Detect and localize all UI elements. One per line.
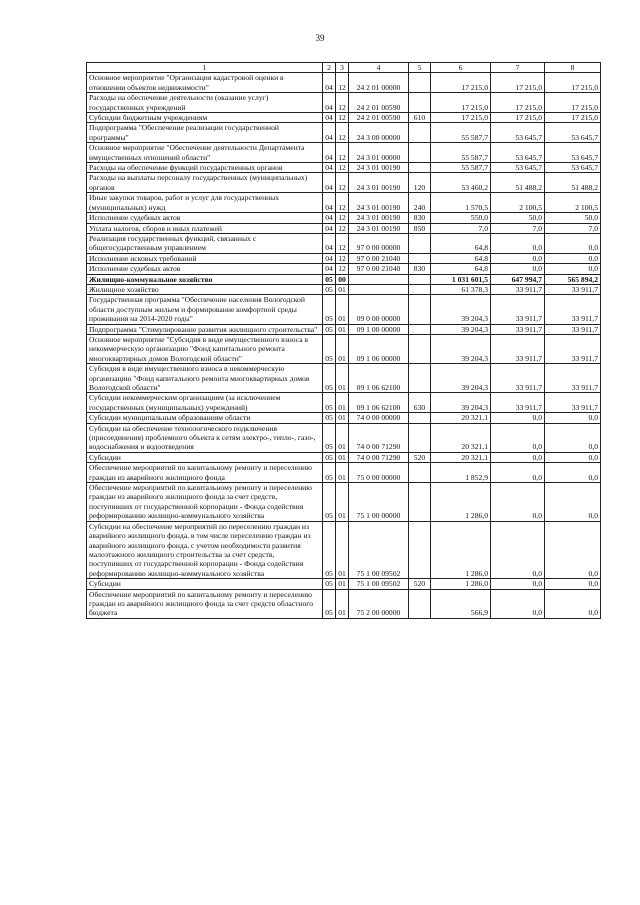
- section-code: 04: [323, 163, 336, 173]
- target-article-code: 74 0 00 71290: [349, 423, 409, 452]
- table-row: [87, 233, 601, 253]
- row-description: Субсидии: [87, 452, 323, 462]
- subsection-code: 12: [336, 233, 349, 253]
- amount-col-8: 0,0: [545, 579, 601, 589]
- amount-col-8: 53 645,7: [545, 143, 601, 163]
- header-cell: 6: [431, 63, 491, 73]
- expense-type-code: [409, 233, 431, 253]
- row-description: Субсидии муниципальным образованиям области: [87, 413, 323, 423]
- row-description: Субсидии: [87, 579, 323, 589]
- expense-type-code: [409, 295, 431, 324]
- expense-type-code: [409, 364, 431, 393]
- amount-col-7: 53 645,7: [491, 143, 545, 163]
- amount-col-8: 17 215,0: [545, 73, 601, 93]
- row-description: Расходы на обеспечение функций государственных органов: [87, 163, 323, 173]
- table-row: [87, 413, 601, 423]
- header-cell: 3: [336, 63, 349, 73]
- amount-col-6: 17 215,0: [431, 113, 491, 123]
- amount-col-7: 647 994,7: [491, 274, 545, 284]
- subsection-code: 12: [336, 193, 349, 213]
- expense-type-code: [409, 483, 431, 522]
- amount-col-7: 17 215,0: [491, 113, 545, 123]
- amount-col-8: 33 911,7: [545, 393, 601, 413]
- amount-col-6: 64,8: [431, 253, 491, 263]
- amount-col-7: 33 911,7: [491, 334, 545, 363]
- table-row: [87, 143, 601, 163]
- section-code: 05: [323, 284, 336, 294]
- subsection-code: 01: [336, 589, 349, 618]
- subsection-code: 01: [336, 334, 349, 363]
- section-code: 05: [323, 274, 336, 284]
- expense-type-code: [409, 521, 431, 578]
- subsection-code: 01: [336, 284, 349, 294]
- amount-col-6: 17 215,0: [431, 93, 491, 113]
- target-article-code: 24 2 01 00000: [349, 73, 409, 93]
- amount-col-8: 565 894,2: [545, 274, 601, 284]
- amount-col-6: 1 286,0: [431, 579, 491, 589]
- subsection-code: 01: [336, 413, 349, 423]
- row-description: Расходы на обеспечение деятельности (оказание услуг) государственных учреждений: [87, 93, 323, 113]
- subsection-code: 12: [336, 173, 349, 193]
- table-row: [87, 253, 601, 263]
- table-row: [87, 264, 601, 274]
- target-article-code: 97 0 00 21040: [349, 253, 409, 263]
- amount-col-7: 0,0: [491, 253, 545, 263]
- amount-col-8: 50,0: [545, 213, 601, 223]
- expense-type-code: [409, 334, 431, 363]
- amount-col-7: 33 911,7: [491, 324, 545, 334]
- target-article-code: 75 0 00 00000: [349, 463, 409, 483]
- amount-col-6: 17 215,0: [431, 73, 491, 93]
- table-row: [87, 123, 601, 143]
- amount-col-7: 0,0: [491, 423, 545, 452]
- subsection-code: 01: [336, 579, 349, 589]
- expense-type-code: [409, 324, 431, 334]
- table-row: [87, 521, 601, 578]
- amount-col-7: 0,0: [491, 589, 545, 618]
- expense-type-code: [409, 284, 431, 294]
- subsection-code: 01: [336, 324, 349, 334]
- table-row: [87, 579, 601, 589]
- amount-col-6: 53 460,2: [431, 173, 491, 193]
- target-article-code: 09 1 06 62100: [349, 364, 409, 393]
- target-article-code: 24 2 01 00590: [349, 93, 409, 113]
- amount-col-6: 64,8: [431, 233, 491, 253]
- section-code: 04: [323, 93, 336, 113]
- expense-type-code: 850: [409, 223, 431, 233]
- subsection-code: 01: [336, 295, 349, 324]
- amount-col-8: 33 911,7: [545, 324, 601, 334]
- amount-col-7: 2 100,5: [491, 193, 545, 213]
- table-row: [87, 334, 601, 363]
- table-row: [87, 163, 601, 173]
- row-description: Расходы на выплаты персоналу государственных (муниципальных) органов: [87, 173, 323, 193]
- section-code: 05: [323, 413, 336, 423]
- amount-col-8: 0,0: [545, 253, 601, 263]
- amount-col-6: 566,9: [431, 589, 491, 618]
- row-description: Обеспечение мероприятий по капитальному ремонту и переселению граждан из аварийного жилищного фонда за счет средств областного бюджета: [87, 589, 323, 618]
- amount-col-6: 1 031 601,5: [431, 274, 491, 284]
- row-description: Субсидии некоммерческим организациям (за исключением государственных (муниципальных) учреждений): [87, 393, 323, 413]
- amount-col-6: 39 204,3: [431, 324, 491, 334]
- amount-col-6: 61 378,3: [431, 284, 491, 294]
- subsection-code: 12: [336, 123, 349, 143]
- section-code: 05: [323, 364, 336, 393]
- page-number: 39: [315, 33, 325, 43]
- row-description: Подпрограмма "Обеспечение реализации государственной программы": [87, 123, 323, 143]
- header-cell: 8: [545, 63, 601, 73]
- amount-col-6: 550,0: [431, 213, 491, 223]
- row-description: Исполнение исковых требований: [87, 253, 323, 263]
- amount-col-7: 7,0: [491, 223, 545, 233]
- section-code: 04: [323, 264, 336, 274]
- table-row: [87, 463, 601, 483]
- expense-type-code: 240: [409, 193, 431, 213]
- row-description: Субсидии на обеспечение мероприятий по переселению граждан из аварийного жилищного фонда, в том числе переселению граждан из аварийного жилищного фонда, с учетом необходимости развития малоэтажного жилищного строительства за счет средств, поступивших от государственной корпорации - Фонда содействия реформированию жилищно-коммунального хозяйства: [87, 521, 323, 578]
- row-description: Иные закупки товаров, работ и услуг для государственных (муниципальных) нужд: [87, 193, 323, 213]
- target-article-code: 74 0 00 00000: [349, 413, 409, 423]
- expense-type-code: [409, 143, 431, 163]
- table-row: [87, 483, 601, 522]
- table-row: [87, 93, 601, 113]
- table-row: [87, 324, 601, 334]
- row-description: Обеспечение мероприятий по капитальному ремонту и переселению граждан из аварийного жилищного фонда: [87, 463, 323, 483]
- amount-col-8: 53 645,7: [545, 123, 601, 143]
- expense-type-code: [409, 163, 431, 173]
- subsection-code: 12: [336, 213, 349, 223]
- table-row: [87, 223, 601, 233]
- section-code: 05: [323, 521, 336, 578]
- row-description: Уплата налогов, сборов и иных платежей: [87, 223, 323, 233]
- expense-type-code: [409, 463, 431, 483]
- section-code: 05: [323, 483, 336, 522]
- table-row: [87, 284, 601, 294]
- subsection-code: 12: [336, 163, 349, 173]
- section-code: 04: [323, 73, 336, 93]
- amount-col-7: 0,0: [491, 483, 545, 522]
- amount-col-6: 55 587,7: [431, 143, 491, 163]
- amount-col-8: 17 215,0: [545, 113, 601, 123]
- row-description: Обеспечение мероприятий по капитальному ремонту и переселению граждан из аварийного жилищного фонда за счет средств, поступивших от государственной корпорации - Фонда содействия реформированию жилищно-коммунального хозяйства: [87, 483, 323, 522]
- section-code: 04: [323, 213, 336, 223]
- expense-type-code: 630: [409, 393, 431, 413]
- subsection-code: 01: [336, 521, 349, 578]
- section-code: 05: [323, 579, 336, 589]
- section-code: 04: [323, 193, 336, 213]
- amount-col-7: 53 645,7: [491, 123, 545, 143]
- amount-col-8: 2 100,5: [545, 193, 601, 213]
- subsection-code: 01: [336, 463, 349, 483]
- expense-type-code: [409, 73, 431, 93]
- amount-col-7: 33 911,7: [491, 284, 545, 294]
- target-article-code: 75 1 00 09502: [349, 521, 409, 578]
- amount-col-7: 0,0: [491, 452, 545, 462]
- amount-col-7: 0,0: [491, 521, 545, 578]
- target-article-code: 24 3 01 00190: [349, 223, 409, 233]
- amount-col-6: 20 321,1: [431, 423, 491, 452]
- table-body: [87, 73, 601, 618]
- row-description: Субсидии на обеспечение технологического подключения (присоединения) проблемного объекта к сетям электро-, тепло-, газо-, водоснабжения и водоотведения: [87, 423, 323, 452]
- section-code: 04: [323, 123, 336, 143]
- amount-col-7: 33 911,7: [491, 393, 545, 413]
- subsection-code: 01: [336, 423, 349, 452]
- table-row: [87, 274, 601, 284]
- expense-type-code: [409, 413, 431, 423]
- amount-col-8: 17 215,0: [545, 93, 601, 113]
- target-article-code: [349, 274, 409, 284]
- header-cell: 1: [87, 63, 323, 73]
- row-description: Исполнение судебных актов: [87, 213, 323, 223]
- section-code: 05: [323, 463, 336, 483]
- section-code: 05: [323, 423, 336, 452]
- amount-col-6: 39 204,3: [431, 364, 491, 393]
- table-row: [87, 213, 601, 223]
- target-article-code: 97 0 00 21040: [349, 264, 409, 274]
- amount-col-6: 55 587,7: [431, 123, 491, 143]
- target-article-code: 24 3 01 00000: [349, 143, 409, 163]
- subsection-code: 12: [336, 93, 349, 113]
- target-article-code: 74 0 00 71290: [349, 452, 409, 462]
- amount-col-6: 1 852,9: [431, 463, 491, 483]
- subsection-code: 01: [336, 364, 349, 393]
- table-row: [87, 364, 601, 393]
- amount-col-8: 51 488,2: [545, 173, 601, 193]
- amount-col-8: 33 911,7: [545, 364, 601, 393]
- table-row: [87, 73, 601, 93]
- amount-col-6: 64,8: [431, 264, 491, 274]
- target-article-code: 24 3 01 00190: [349, 213, 409, 223]
- amount-col-7: 17 215,0: [491, 93, 545, 113]
- amount-col-7: 0,0: [491, 264, 545, 274]
- target-article-code: 24 3 01 00190: [349, 193, 409, 213]
- amount-col-7: 0,0: [491, 463, 545, 483]
- amount-col-7: 0,0: [491, 579, 545, 589]
- amount-col-7: 0,0: [491, 413, 545, 423]
- amount-col-8: 53 645,7: [545, 163, 601, 173]
- row-description: Субсидия в виде имущественного взноса в некоммерческую организацию "Фонд капитального ремонта многоквартирных домов Вологодской области": [87, 364, 323, 393]
- row-description: Подпрограмма "Стимулирование развития жилищного строительства": [87, 324, 323, 334]
- target-article-code: 24 3 01 00190: [349, 173, 409, 193]
- expense-type-code: 520: [409, 452, 431, 462]
- subsection-code: 12: [336, 113, 349, 123]
- subsection-code: 12: [336, 143, 349, 163]
- header-cell: 4: [349, 63, 409, 73]
- budget-table: [86, 62, 601, 619]
- section-code: 05: [323, 295, 336, 324]
- amount-col-6: 39 204,3: [431, 295, 491, 324]
- section-code: 05: [323, 324, 336, 334]
- target-article-code: 09 1 00 00000: [349, 324, 409, 334]
- expense-type-code: 830: [409, 213, 431, 223]
- amount-col-7: 17 215,0: [491, 73, 545, 93]
- amount-col-6: 20 321,1: [431, 413, 491, 423]
- target-article-code: 24 3 01 00190: [349, 163, 409, 173]
- expense-type-code: 520: [409, 579, 431, 589]
- row-description: Основное мероприятие "Обеспечение деятельности Департамента имущественных отношений области": [87, 143, 323, 163]
- expense-type-code: [409, 253, 431, 263]
- amount-col-7: 50,0: [491, 213, 545, 223]
- section-code: 04: [323, 113, 336, 123]
- section-code: 05: [323, 452, 336, 462]
- expense-type-code: [409, 123, 431, 143]
- subsection-code: 12: [336, 264, 349, 274]
- amount-col-7: 0,0: [491, 233, 545, 253]
- row-description: Основное мероприятие "Субсидия в виде имущественного взноса в некоммерческую организацию "Фонд капитального ремонта многоквартирных домов Вологодской области": [87, 334, 323, 363]
- expense-type-code: [409, 423, 431, 452]
- subsection-code: 01: [336, 483, 349, 522]
- section-code: 04: [323, 143, 336, 163]
- target-article-code: 09 1 06 62100: [349, 393, 409, 413]
- amount-col-7: 33 911,7: [491, 295, 545, 324]
- target-article-code: 97 0 00 00000: [349, 233, 409, 253]
- target-article-code: 09 1 06 00000: [349, 334, 409, 363]
- subsection-code: 12: [336, 73, 349, 93]
- expense-type-code: 610: [409, 113, 431, 123]
- subsection-code: 12: [336, 253, 349, 263]
- amount-col-6: 39 204,3: [431, 393, 491, 413]
- expense-type-code: [409, 93, 431, 113]
- row-description: Государственная программа "Обеспечение населения Вологодской области доступным жильем и формирование комфортной среды проживания на 2014-2020 годы": [87, 295, 323, 324]
- amount-col-8: 0,0: [545, 521, 601, 578]
- target-article-code: 24 3 00 00000: [349, 123, 409, 143]
- row-description: Основное мероприятие "Организация кадастровой оценки в отношении объектов недвижимости": [87, 73, 323, 93]
- row-description: Реализация государственных функций, связанных с общегосударственным управлением: [87, 233, 323, 253]
- target-article-code: [349, 284, 409, 294]
- target-article-code: 75 1 00 00000: [349, 483, 409, 522]
- amount-col-8: 33 911,7: [545, 284, 601, 294]
- amount-col-7: 53 645,7: [491, 163, 545, 173]
- subsection-code: 00: [336, 274, 349, 284]
- section-code: 04: [323, 173, 336, 193]
- subsection-code: 01: [336, 452, 349, 462]
- amount-col-6: 1 286,0: [431, 521, 491, 578]
- header-cell: 5: [409, 63, 431, 73]
- table-row: [87, 589, 601, 618]
- header-cell: 2: [323, 63, 336, 73]
- section-code: 05: [323, 334, 336, 363]
- table-row: [87, 393, 601, 413]
- amount-col-8: 0,0: [545, 423, 601, 452]
- expense-type-code: 830: [409, 264, 431, 274]
- table-row: [87, 193, 601, 213]
- target-article-code: 75 2 00 00000: [349, 589, 409, 618]
- amount-col-8: 33 911,7: [545, 295, 601, 324]
- table-row: [87, 173, 601, 193]
- expense-type-code: [409, 274, 431, 284]
- amount-col-6: 39 204,3: [431, 334, 491, 363]
- target-article-code: 24 2 01 00590: [349, 113, 409, 123]
- amount-col-8: 0,0: [545, 452, 601, 462]
- amount-col-6: 1 570,5: [431, 193, 491, 213]
- subsection-code: 01: [336, 393, 349, 413]
- target-article-code: 09 0 00 00000: [349, 295, 409, 324]
- table-row: [87, 295, 601, 324]
- table-row: [87, 423, 601, 452]
- row-description: Субсидии бюджетным учреждениям: [87, 113, 323, 123]
- amount-col-8: 0,0: [545, 413, 601, 423]
- expense-type-code: [409, 589, 431, 618]
- amount-col-8: 0,0: [545, 463, 601, 483]
- row-description: Исполнение судебных актов: [87, 264, 323, 274]
- amount-col-6: 55 587,7: [431, 163, 491, 173]
- subsection-code: 12: [336, 223, 349, 233]
- amount-col-7: 33 911,7: [491, 364, 545, 393]
- amount-col-6: 1 286,0: [431, 483, 491, 522]
- target-article-code: 75 1 00 09502: [349, 579, 409, 589]
- row-description: Жилищно-коммунальное хозяйство: [87, 274, 323, 284]
- section-code: 04: [323, 223, 336, 233]
- header-cell: 7: [491, 63, 545, 73]
- section-code: 05: [323, 393, 336, 413]
- row-description: Жилищное хозяйство: [87, 284, 323, 294]
- header-row: [87, 63, 601, 73]
- amount-col-6: 20 321,1: [431, 452, 491, 462]
- budget-table-container: [86, 62, 600, 619]
- amount-col-8: 7,0: [545, 223, 601, 233]
- amount-col-6: 7,0: [431, 223, 491, 233]
- table-row: [87, 452, 601, 462]
- amount-col-8: 0,0: [545, 589, 601, 618]
- amount-col-7: 51 488,2: [491, 173, 545, 193]
- section-code: 04: [323, 253, 336, 263]
- amount-col-8: 33 911,7: [545, 334, 601, 363]
- section-code: 04: [323, 233, 336, 253]
- amount-col-8: 0,0: [545, 233, 601, 253]
- amount-col-8: 0,0: [545, 264, 601, 274]
- section-code: 05: [323, 589, 336, 618]
- amount-col-8: 0,0: [545, 483, 601, 522]
- expense-type-code: 120: [409, 173, 431, 193]
- table-row: [87, 113, 601, 123]
